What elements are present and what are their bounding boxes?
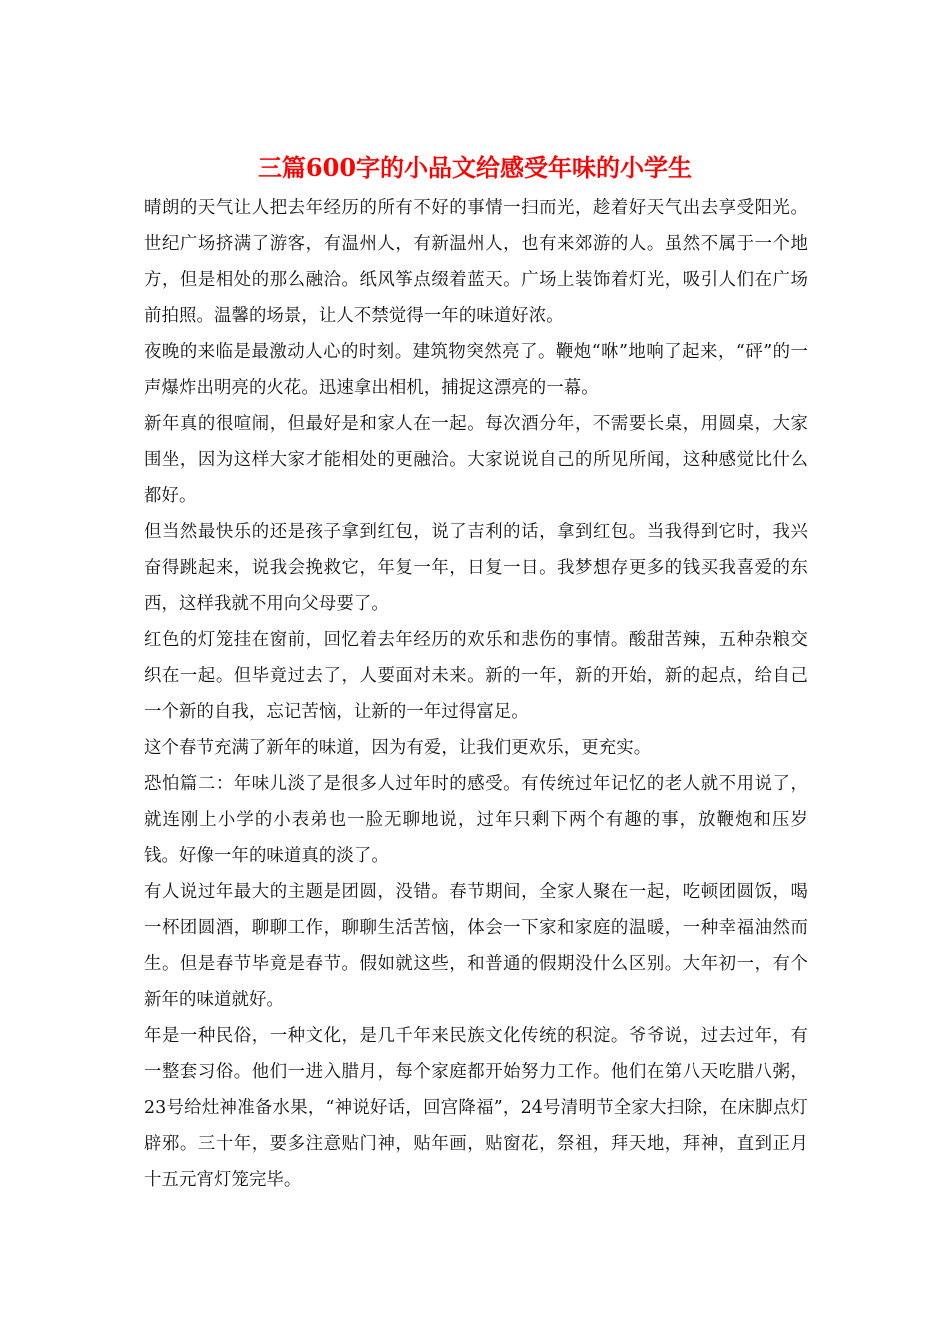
document-title: 三篇600字的小品文给感受年味的小学生 <box>257 153 693 182</box>
paragraph: 年是一种民俗，一种文化，是几千年来民族文化传统的积淀。爷爷说，过去过年，有一整套习俗。他们一进入腊月，每个家庭都开始努力工作。他们在第八天吃腊八粥，23号给灶神准备水果，“神说好话，回宫降福”，24号清明节全家大扫除，在床脚点灯辟邪。三十年，要多注意贴门神，贴年画，贴窗花，祭祖，拜天地，拜神，直到正月十五元宵灯笼完毕。 <box>144 1026 808 1190</box>
paragraph: 恐怕篇二：年味儿淡了是很多人过年时的感受。有传统过年记忆的老人就不用说了，就连刚上小学的小表弟也一脸无聊地说，过年只剩下两个有趣的事，放鞭炮和压岁钱。好像一年的味道真的淡了。 <box>144 774 808 866</box>
paragraph: 红色的灯笼挂在窗前，回忆着去年经历的欢乐和悲伤的事情。酸甜苦辣，五种杂粮交织在一起。但毕竟过去了，人要面对未来。新的一年，新的开始，新的起点，给自己一个新的自我，忘记苦恼，让新的一年过得富足。 <box>144 630 808 722</box>
paragraph: 这个春节充满了新年的味道，因为有爱，让我们更欢乐，更充实。 <box>144 738 652 758</box>
document-body <box>144 190 808 1198</box>
paragraph: 新年真的很喧闹，但最好是和家人在一起。每次酒分年，不需要长桌，用圆桌，大家围坐，因为这样大家才能相处的更融洽。大家说说自己的所见所闻，这种感觉比什么都好。 <box>144 414 808 506</box>
paragraph: 有人说过年最大的主题是团圆，没错。春节期间，全家人聚在一起，吃顿团圆饭，喝一杯团圆酒，聊聊工作，聊聊生活苦恼，体会一下家和家庭的温暖，一种幸福油然而生。但是春节毕竟是春节。假如就这些，和普通的假期没什么区别。大年初一，有个新年的味道就好。 <box>144 882 808 1010</box>
paragraph: 晴朗的天气让人把去年经历的所有不好的事情一扫而光，趁着好天气出去享受阳光。世纪广场挤满了游客，有温州人，有新温州人，也有来郊游的人。虽然不属于一个地方，但是相处的那么融洽。纸风筝点缀着蓝天。广场上装饰着灯光，吸引人们在广场前拍照。温馨的场景，让人不禁觉得一年的味道好浓。 <box>144 198 808 326</box>
paragraph: 夜晚的来临是最激动人心的时刻。建筑物突然亮了。鞭炮“咻”地响了起来，“砰”的一声爆炸出明亮的火花。迅速拿出相机，捕捉这漂亮的一幕。 <box>144 342 808 398</box>
paragraph: 但当然最快乐的还是孩子拿到红包，说了吉利的话，拿到红包。当我得到它时，我兴奋得跳起来，说我会挽救它，年复一年，日复一日。我梦想存更多的钱买我喜爱的东西，这样我就不用向父母要了。 <box>144 522 808 614</box>
